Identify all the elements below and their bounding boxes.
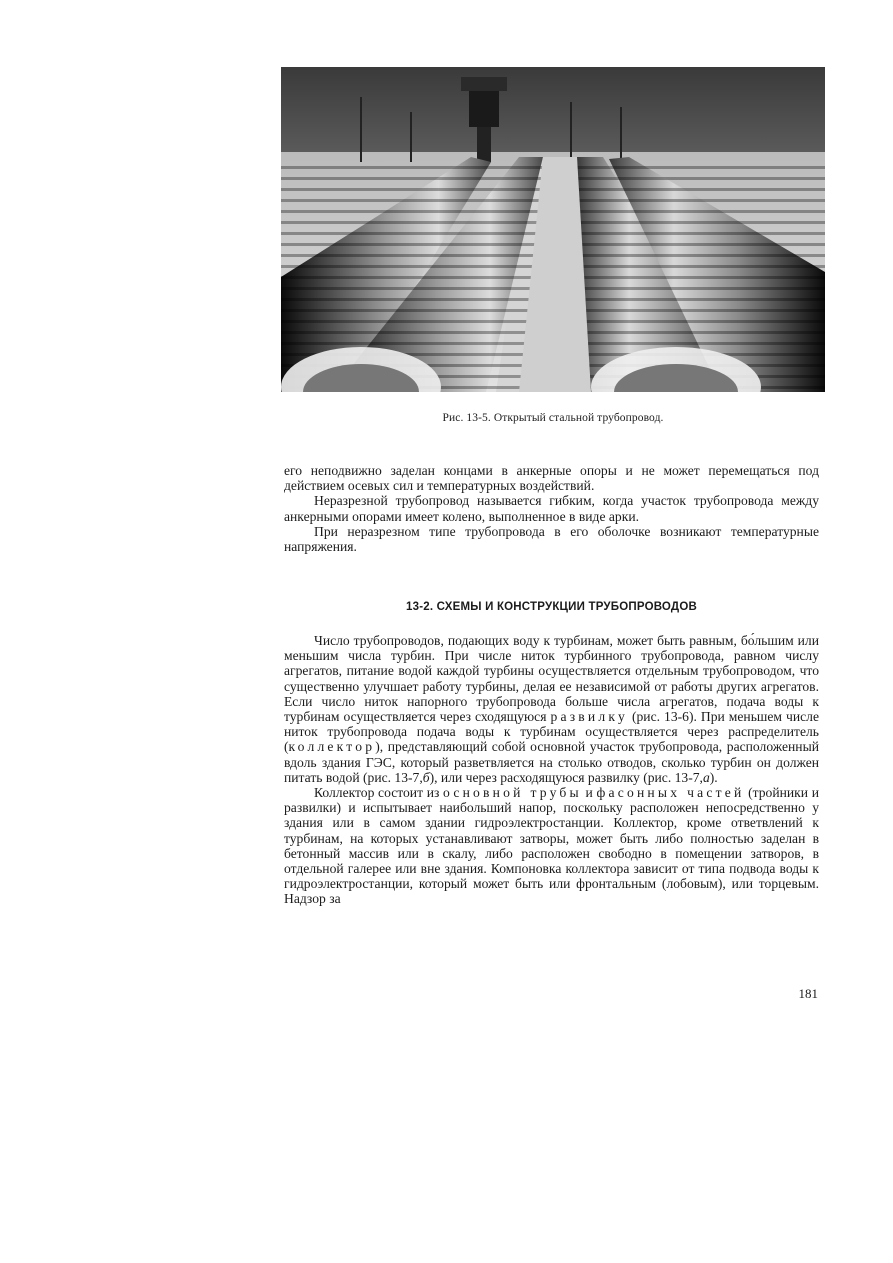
text-run: и [581,785,597,801]
text-run: ), или через расходящуюся развилку (рис. 13-7, [429,769,703,785]
text-run: (рис. 13-6). При меньшем числе ниток трубопровода подача воды к турбинам осуществляется через распределитель ( [284,709,819,755]
paragraph: При неразрезном типе трубопровода в его оболочке возникают температурные напряжения. [284,523,819,555]
text-run: Число трубопроводов, подающих воду к турбинам, может быть равным, бо́льшим или меньшим числа турбин. При числе ниток турбинного трубопровода, равном числу агрегатов, питание водой каждой турбины осуществляется отдельным трубопроводом, что существенно улучшает работу турбины, делая ее независимой от работы других агрегатов. Если число ниток напорного трубопровода больше числа агрегатов, подача воды к турбинам осуществляется через сходящуюся [284,633,819,725]
figure-ref: а [702,769,710,785]
text-run: ). [709,769,718,785]
text-run: (тройники и развилки) и испытывает наибольший напор, поскольку расположен непосредственно у здания или в самом здании гидроэлектростанции. Коллектор, кроме ответвлений к турбинам, на которых устанавливают затворы, может быть либо полностью заделан в бетонный массив или в скалу, либо расположен свободно в помещении затворов, в отдельной галерее или вне здания. Компоновка коллектора зависит от типа подвода воды к гидроэлектростанции, который может быть или фронтальным (лобовым), или торцевым. Надзор за [284,785,819,907]
figure-caption: Рис. 13-5. Открытый стальной трубопровод. [442,412,664,424]
section-heading: 13-2. СХЕМЫ И КОНСТРУКЦИИ ТРУБОПРОВОДОВ [406,601,697,613]
paragraph: Неразрезной трубопровод называется гибким, когда участок трубопровода между анкерными опорами имеет колено, выполненное в виде арки. [284,493,819,524]
text-run: ), представляющий собой основной участок трубопровода, расположенный вдоль здания ГЭС, который разветвляется на столько отводов, сколько турбин он должен питать водой (рис. 13-7, [284,739,819,785]
main-text [284,633,819,907]
paragraph [284,633,819,785]
pipeline-photo [281,67,825,392]
term-highlight: основной трубы [443,785,582,801]
figure-ref: б [422,769,430,785]
text-run: Коллектор состоит из [314,785,443,801]
term-highlight: коллектор [288,739,376,755]
term-highlight: фасонных частей [596,785,745,801]
pipeline-photo-icon [281,67,825,392]
term-highlight: развилку [550,709,628,725]
paragraph [284,785,819,907]
paragraph: его неподвижно заделан концами в анкерные опоры и не может перемещаться под действием осевых сил и температурных воздействий. [284,463,819,494]
page-number: 181 [798,986,818,1001]
intro-text [284,463,819,554]
